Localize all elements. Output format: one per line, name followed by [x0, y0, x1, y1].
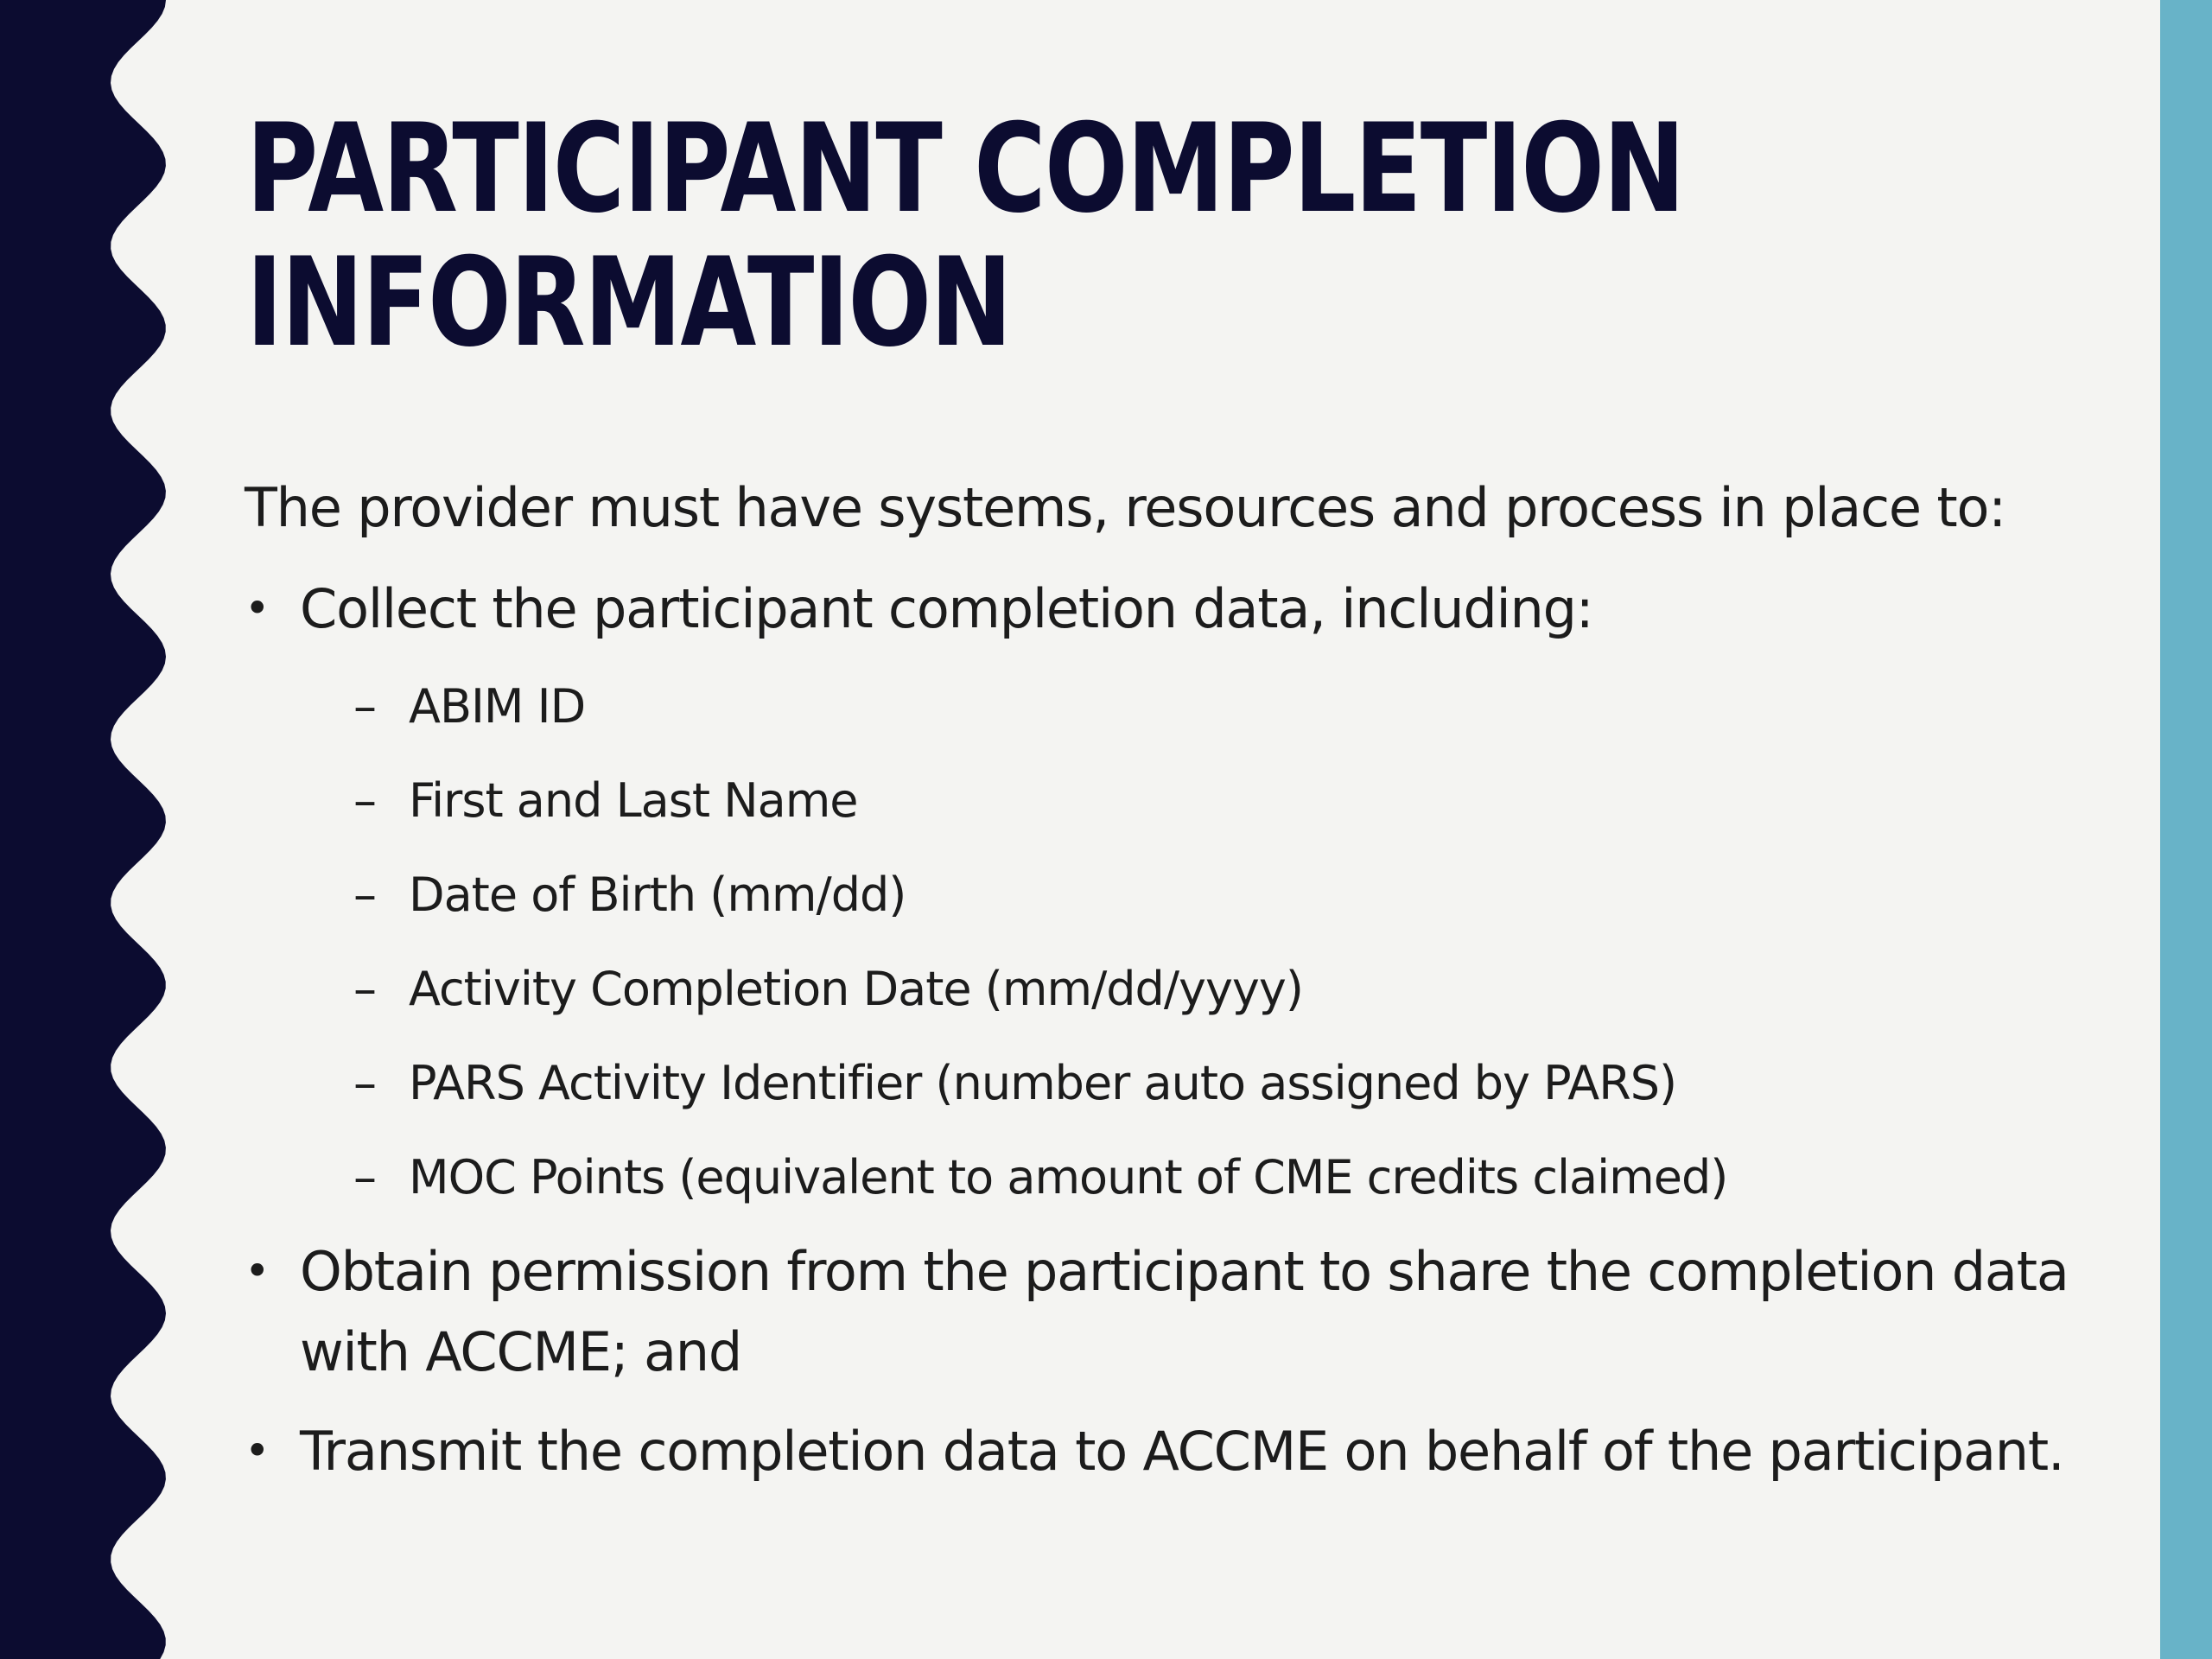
bullet-symbol: •	[245, 1246, 270, 1296]
bullet-permission-line-2: with ACCME; and	[300, 1320, 742, 1383]
sub-item-completion-date	[245, 942, 2094, 1036]
right-accent-bar	[2160, 0, 2212, 1659]
sub-item-text: Activity Completion Date (mm/dd/yyyy)	[409, 962, 1303, 1016]
dash-symbol: –	[353, 679, 376, 734]
bullet-collect	[245, 569, 2094, 649]
dash-symbol: –	[353, 773, 376, 828]
title-line-1: PARTICIPANT COMPLETION	[246, 98, 1684, 240]
bullet-transmit	[245, 1411, 2094, 1491]
title-line-2: INFORMATION	[246, 232, 1011, 374]
dash-symbol: –	[353, 962, 376, 1016]
sub-item-pars-id	[245, 1036, 2094, 1130]
sub-item-text: MOC Points (equivalent to amount of CME credits claimed)	[409, 1150, 1728, 1205]
sub-list-completion-data	[245, 659, 2094, 1224]
slide-body	[245, 467, 2094, 1491]
bullet-permission	[245, 1231, 2094, 1392]
dash-symbol: –	[353, 1150, 376, 1205]
bullet-symbol: •	[245, 1426, 270, 1476]
sub-item-moc-points	[245, 1130, 2094, 1224]
dash-symbol: –	[353, 1056, 376, 1110]
slide-title	[246, 98, 1698, 374]
left-wave-band	[0, 0, 173, 1659]
sub-item-text: First and Last Name	[409, 773, 858, 828]
bullet-collect-text: Collect the participant completion data, including:	[300, 577, 1593, 640]
sub-item-text: PARS Activity Identifier (number auto assigned by PARS)	[409, 1056, 1677, 1110]
sub-item-abim-id	[245, 659, 2094, 753]
bullet-permission-line-1: Obtain permission from the participant to share the completion data	[300, 1240, 2069, 1303]
intro-text: The provider must have systems, resources and process in place to:	[245, 476, 2005, 539]
sub-item-name	[245, 753, 2094, 848]
sub-item-text: Date of Birth (mm/dd)	[409, 868, 906, 922]
bullet-transmit-text: Transmit the completion data to ACCME on behalf of the participant.	[300, 1420, 2064, 1483]
dash-symbol: –	[353, 868, 376, 922]
sub-item-dob	[245, 848, 2094, 942]
sub-item-text: ABIM ID	[409, 679, 586, 734]
bullet-symbol: •	[245, 583, 270, 633]
